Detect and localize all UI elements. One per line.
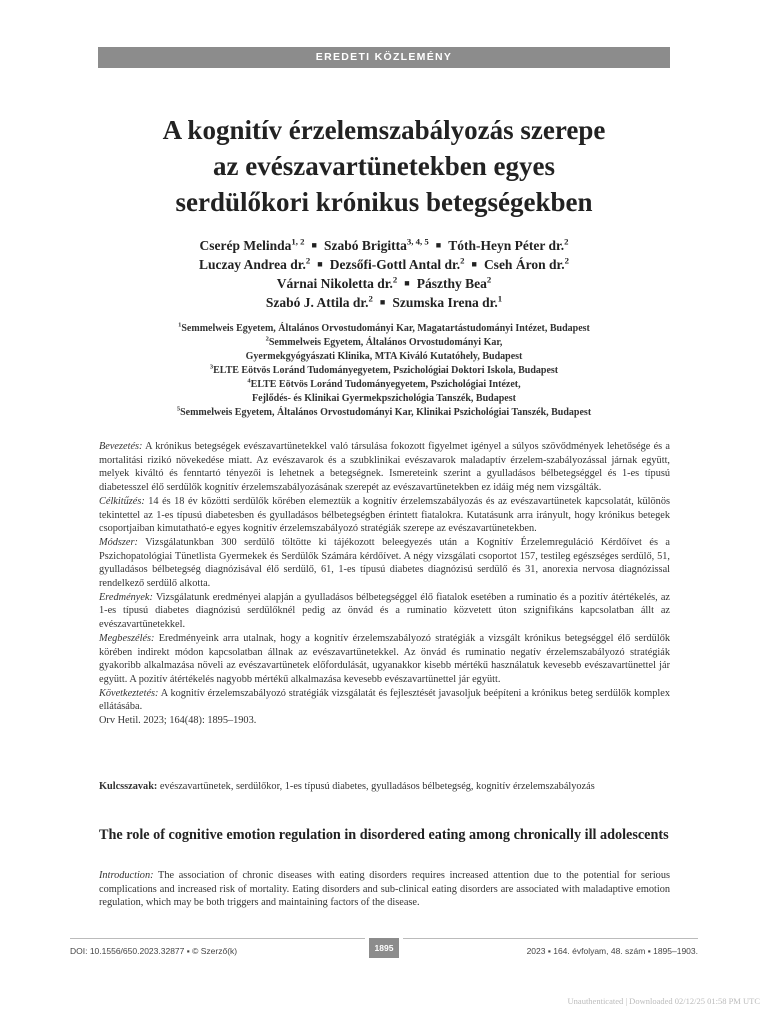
abstract-paragraph	[99, 495, 670, 536]
affiliation-line	[60, 364, 708, 378]
title-line-1: A kognitív érzelemszabályozás szerepe	[162, 115, 606, 145]
author-name: Cseh Áron dr.	[483, 257, 565, 272]
author-affiliation-mark: 2	[368, 293, 373, 304]
author-separator: ■	[311, 240, 317, 250]
abstract-section-text: Orv Hetil. 2023; 164(48): 1895–1903.	[99, 715, 257, 727]
author-line	[60, 293, 708, 312]
author-name: Cserép Melinda	[199, 238, 292, 253]
affiliation-text: Semmelweis Egyetem, Általános Orvostudományi Kar, Magatartástudományi Intézet, Budapest	[181, 323, 590, 334]
affiliation-line	[60, 406, 708, 420]
abstract-section-text: Eredményeink arra utalnak, hogy a kognitív érzelemszabályozó stratégiák a vizsgált krónikus betegséggel élő serdülők körében indirekt módon kapcsolatban állnak az evészavartünetekkel. Az önvád és ruminatio negatív érzelemszabályozó stratégiák gyakoribb alkalmazása növeli az evészavartünetek előfordulását, ugyanakkor kisebb mértékű használatuk kevesebb evészavartünettel jár együtt. A pozitív átértékelés nagyobb mértékű alkalmazása kevesebb evészavartünettel jár együtt.	[99, 632, 670, 685]
author-name: Várnai Nikoletta dr.	[276, 276, 393, 291]
english-intro-text: The association of chronic diseases with eating disorders requires increased attention due to the potential for serious complications and increased risk of mortality. Eating disorders and sub-clinical eating disorders are associated with maladaptive emotion regulation, which may be both triggers and maintaining factors of the disease.	[99, 870, 670, 909]
hungarian-abstract	[99, 440, 670, 728]
abstract-paragraph	[99, 632, 670, 687]
keywords-text: evészavartünetek, serdülőkor, 1-es típusú diabetes, gyulladásos bélbetegség, kognitív érzelemszabályozás	[157, 781, 595, 792]
footer-rule-left	[70, 938, 365, 939]
abstract-section-label: Módszer:	[99, 536, 138, 548]
abstract-paragraph	[99, 536, 670, 591]
author-line	[60, 236, 708, 255]
author-line	[60, 274, 708, 293]
author-affiliation-mark: 2	[486, 274, 492, 285]
author-affiliation-mark: 2	[564, 255, 569, 266]
author-affiliation-mark: 3, 4, 5	[406, 236, 429, 247]
author-name: Pászthy Bea	[416, 276, 487, 291]
affiliation-number: 2	[265, 335, 269, 343]
author-affiliation-mark: 1	[497, 293, 503, 304]
abstract-paragraph	[99, 591, 670, 632]
abstract-paragraph	[99, 440, 670, 495]
author-line	[60, 255, 708, 274]
abstract-section-label: Megbeszélés:	[99, 632, 155, 644]
author-separator: ■	[317, 259, 323, 269]
abstract-section-text: A krónikus betegségek evészavartünetekkel való társulása fokozott figyelmet igényel a súlyos szövődmények lehetősége és a mortalitási rizikó növekedése miatt. Az evészavarok és a szubklinikai evészavarok maladaptív érzelem-szabályozással járnak együtt, melyek kiváltó és fenntartó tényezői is lehetnek a betegségnek. Ismereteink szerint a gyulladásos bélbetegséggel és 1-es típusú diabetesszel élő serdülők kognitív érzelemszabályozásának szerepét az evészavartünetekben ez idáig még nem vizsgálták.	[99, 441, 670, 494]
author-list	[60, 236, 708, 312]
affiliation-line	[60, 392, 708, 406]
english-abstract	[99, 869, 670, 910]
article-title	[60, 112, 708, 220]
affiliation-text: Gyermekgyógyászati Klinika, MTA Kiváló Kutatóhely, Budapest	[245, 351, 523, 362]
author-name: Szumska Irena dr.	[392, 295, 498, 310]
abstract-section-label: Célkitűzés:	[99, 495, 145, 507]
affiliation-text: ELTE Eötvös Loránd Tudományegyetem, Pszichológiai Intézet,	[250, 379, 521, 390]
english-title: The role of cognitive emotion regulation in disordered eating among chronically ill adolescents	[99, 827, 669, 843]
abstract-section-label: Eredmények:	[99, 591, 153, 603]
author-name: Szabó Brigitta	[323, 238, 407, 253]
abstract-section-label: Következtetés:	[99, 687, 159, 699]
title-line-3: serdülőkori krónikus betegségekben	[175, 187, 593, 217]
author-affiliation-mark: 1, 2	[291, 236, 305, 247]
doi-link[interactable]: DOI: 10.1556/650.2023.32877 ▪ © Szerző(k)	[70, 946, 238, 956]
affiliation-number: 4	[247, 377, 251, 385]
abstract-section-label: Bevezetés:	[99, 441, 143, 452]
affiliation-number: 5	[176, 405, 181, 413]
affiliation-line	[60, 336, 708, 350]
author-separator: ■	[435, 240, 442, 250]
download-watermark: Unauthenticated | Downloaded 02/12/25 01:58 PM UTC	[567, 996, 760, 1006]
title-line-2: az evészavartünetekben egyes	[213, 151, 555, 181]
affiliation-text: Fejlődés- és Klinikai Gyermekpszichológia Tanszék, Budapest	[252, 393, 516, 404]
page-number: 1895	[369, 938, 399, 958]
abstract-section-text: Vizsgálatunkban 300 serdülő töltötte ki tájékozott beleegyezés után a Kognitív Érzelemreguláció Kérdőívet és a Pszichopatológiai Tünetlista Gyermekek és Serdülők Számára kérdőívet. A négy vizsgálati csoportot 157, testileg egészséges serdülő, 51, gyulladásos bélbetegség diagnózisával élő serdülő, 61, 1-es típusú diabetes diagnózisú serdülő és 31, anorexia nervosa diagnózissal rendelkező serdülő alkotta.	[99, 536, 670, 590]
page-footer	[70, 938, 698, 958]
abstract-section-text: Vizsgálatunk eredményei alapján a gyulladásos bélbetegséggel élő fiatalok esetében a ruminatio és a pozitív átértékelés, az 1-es típusú diabetes diagnózisú serdülőknél pedig az önvád és a ruminatio közvetett úton szignifikáns kapcsolatban állt az evészavartünetekkel.	[99, 591, 670, 631]
keywords	[99, 780, 670, 794]
author-separator: ■	[379, 297, 386, 307]
keywords-label: Kulcsszavak:	[99, 781, 158, 792]
abstract-section-text: A kognitív érzelemszabályozó stratégiák vizsgálatát és fejlesztését javasoljuk beépíteni a krónikus beteg serdülők komplex ellátásába.	[99, 687, 670, 713]
abstract-paragraph	[99, 687, 670, 714]
affiliation-list	[60, 322, 708, 420]
author-affiliation-mark: 2	[564, 236, 569, 247]
author-name: Dezsőfi-Gottl Antal dr.	[329, 257, 461, 272]
affiliation-text: ELTE Eötvös Loránd Tudományegyetem, Pszichológiai Doktori Iskola, Budapest	[213, 365, 559, 376]
affiliation-text: Semmelweis Egyetem, Általános Orvostudományi Kar, Klinikai Pszichológiai Tanszék, Budapest	[180, 407, 592, 418]
author-name: Szabó J. Attila dr.	[265, 295, 369, 310]
affiliation-number: 3	[209, 363, 214, 371]
author-name: Tóth-Heyn Péter dr.	[448, 238, 565, 253]
footer-rule-right	[403, 938, 698, 939]
affiliation-line	[60, 322, 708, 336]
affiliation-text: Semmelweis Egyetem, Általános Orvostudományi Kar,	[268, 337, 503, 348]
abstract-paragraph	[99, 714, 670, 728]
author-affiliation-mark: 2	[305, 255, 311, 266]
english-intro-label: Introduction:	[99, 870, 154, 881]
abstract-section-text: 14 és 18 év közötti serdülők körében elemeztük a kognitív érzelemszabályozás és az evészavartünetek kapcsolatát, különös tekintettel az 1-es típusú diabetesben és gyulladásos bélbetegségben érintett fiatalokra. Kutatásunk arra irányult, hogy krónikus betegek csoportjaiban kimutatható-e egyes kognitív érzelemszabályozó stratégiák szerepe az evészavartünetekben.	[99, 495, 670, 535]
affiliation-number: 1	[178, 321, 182, 329]
affiliation-line	[60, 350, 708, 364]
author-separator: ■	[471, 259, 477, 269]
author-affiliation-mark: 2	[460, 255, 465, 266]
author-name: Luczay Andrea dr.	[199, 257, 306, 272]
affiliation-line	[60, 378, 708, 392]
journal-citation: 2023 ▪ 164. évfolyam, 48. szám ▪ 1895–1903.	[526, 946, 698, 956]
author-separator: ■	[404, 278, 410, 288]
section-label: EREDETI KÖZLEMÉNY	[98, 47, 670, 68]
author-affiliation-mark: 2	[392, 274, 398, 285]
